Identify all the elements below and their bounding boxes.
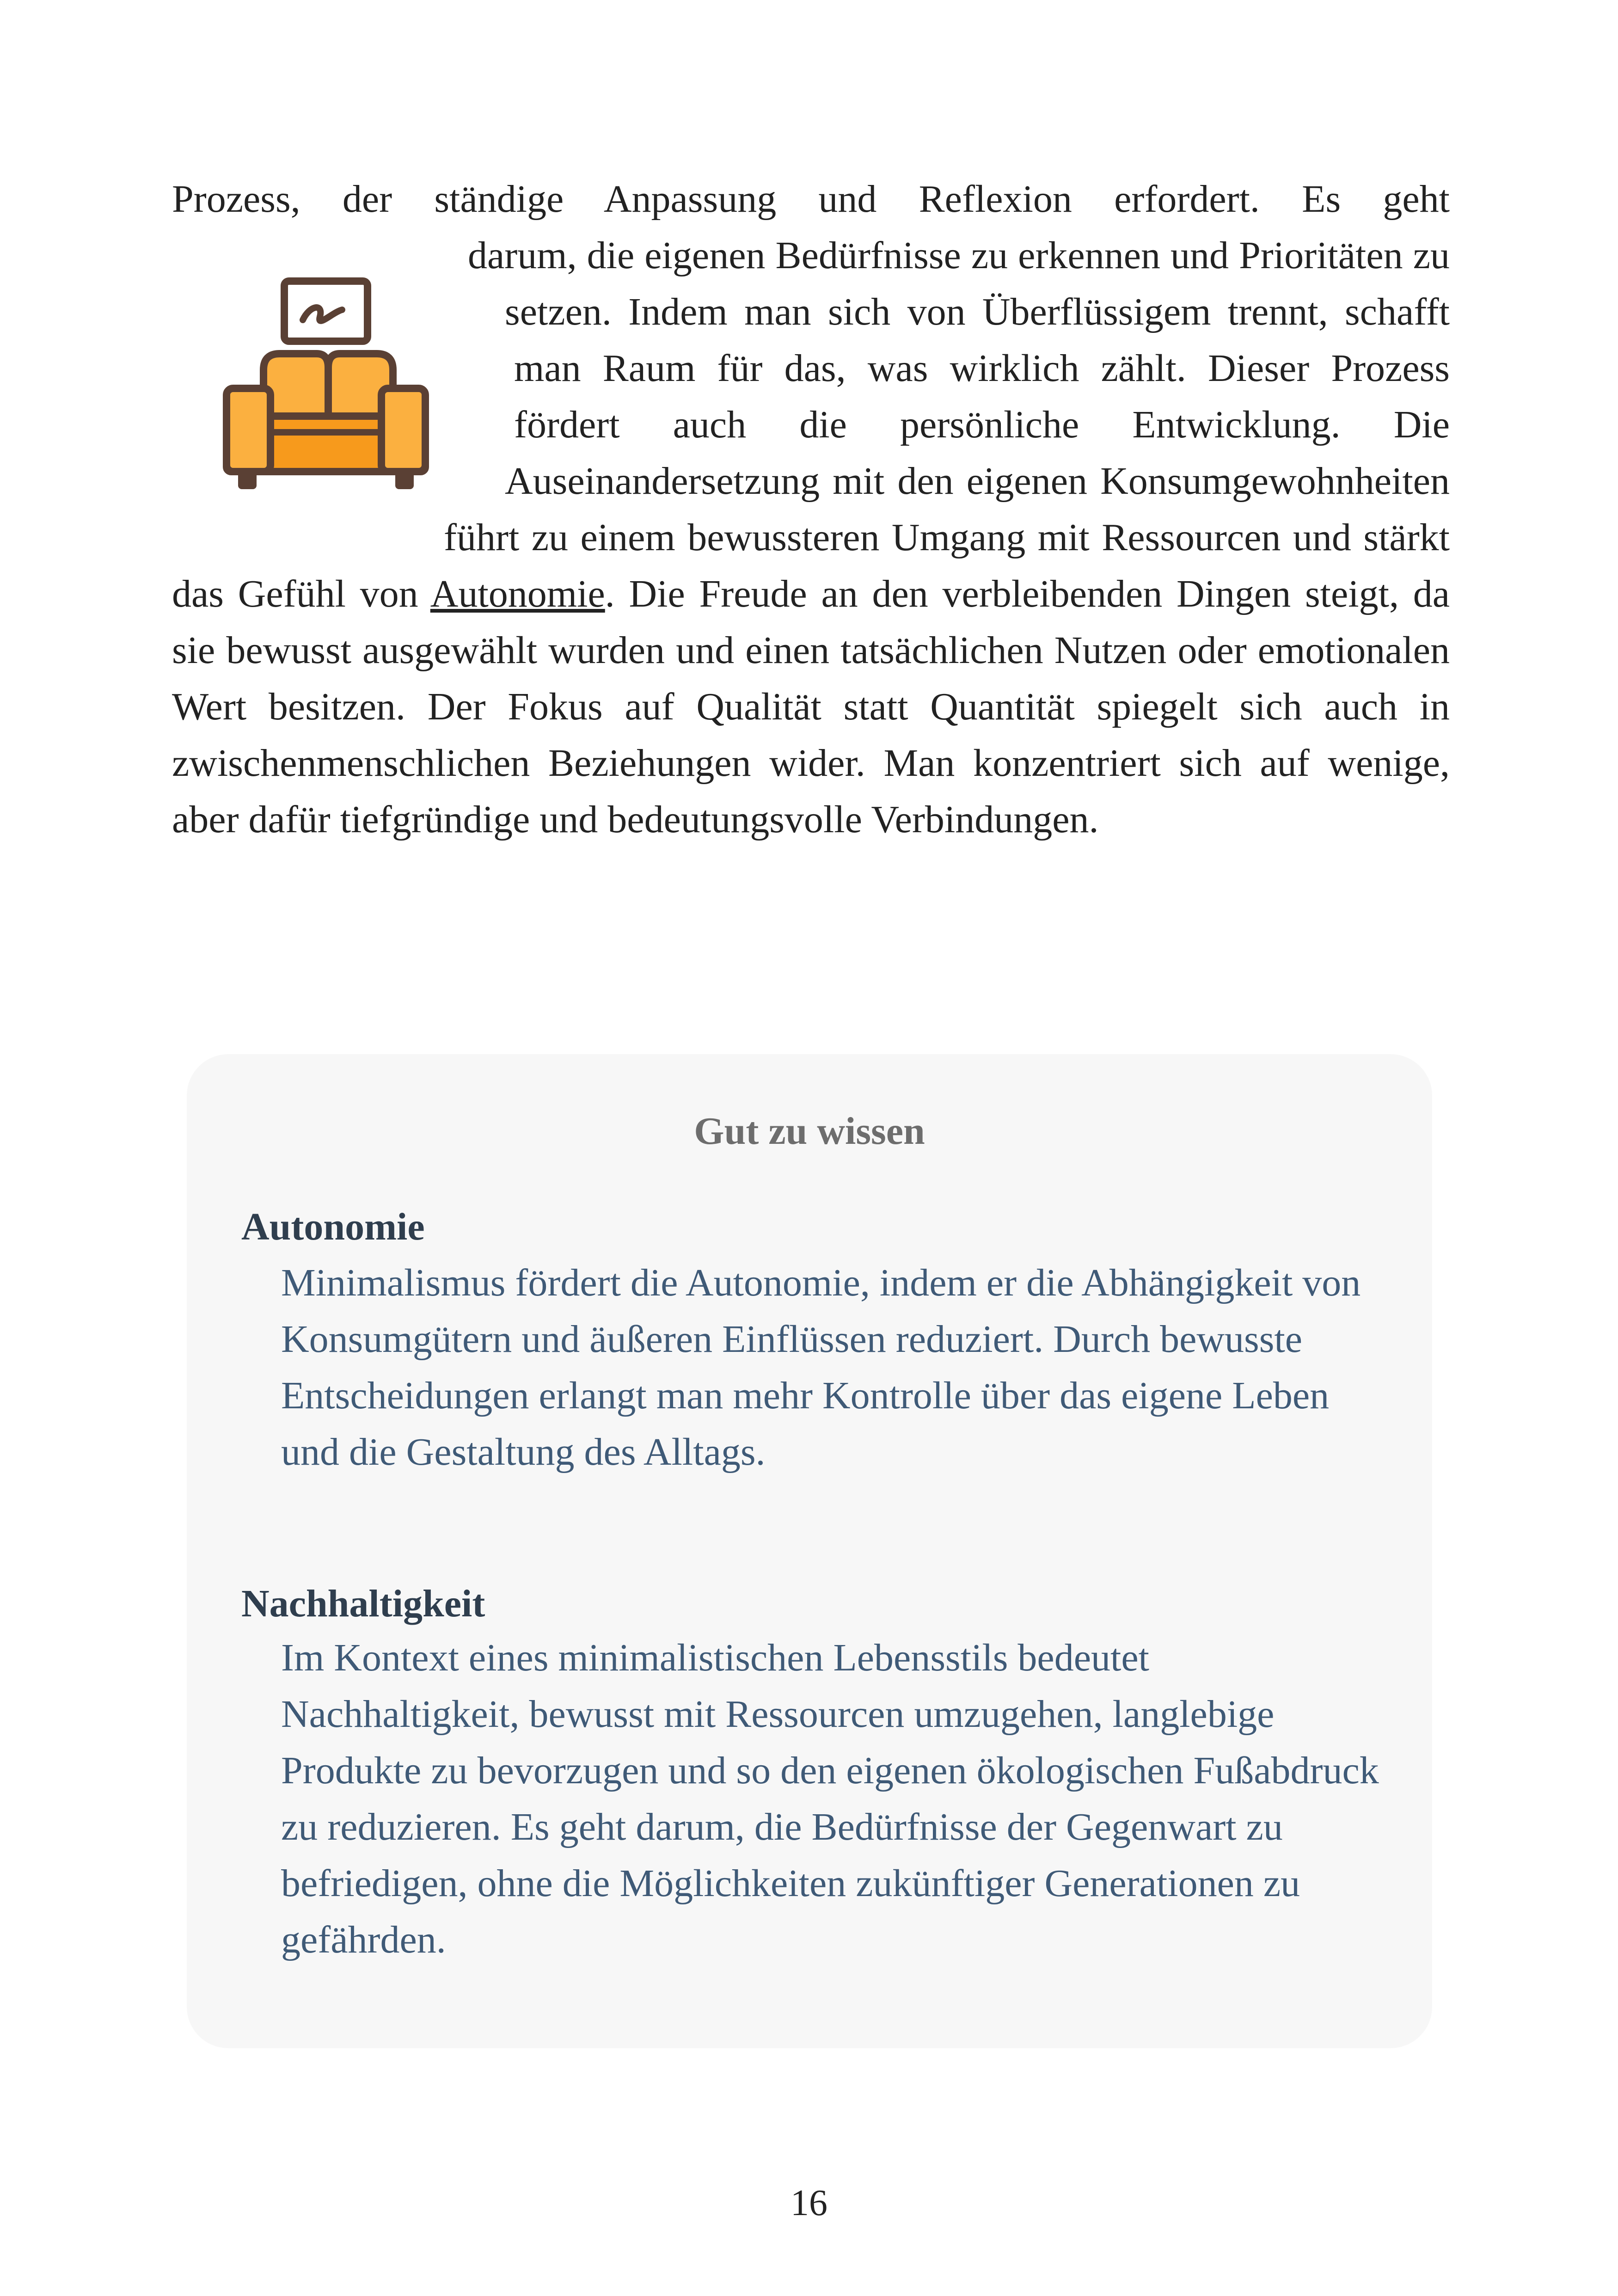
body-text-part-2: darum, die eigenen Bedürfnisse zu erkennen und Prioritäten zu setzen. Indem man sich von Überflüssigem trennt, schafft man Raum für das, was wirklich zählt. Dieser Prozess fördert auch die persönliche Entwicklung. Die Auseinandersetzung mit den eigenen Konsumgewohnheiten führt zu einem bewussteren Umgang mit Ressourcen und stärkt das Gefühl von (172, 234, 1450, 615)
page-number: 16 (791, 2183, 827, 2223)
float-spacer (172, 227, 468, 284)
body-text-part-3: . Die Freude an den verbleibenden Dingen steigt, da sie bewusst ausgewählt wurden und einen tatsächlichen Nutzen oder emotionalen Wert besitzen. Der Fokus auf Qualität statt Quantität spiegelt sich auch in zwischenmenschlichen Beziehungen wider. Man konzentriert sich auf wenige, aber dafür tiefgründige und bedeutungsvolle Verbindungen. (172, 572, 1450, 841)
body-paragraph (172, 171, 1450, 848)
float-spacer (172, 510, 444, 566)
sofa-icon (217, 277, 435, 499)
definition-nachhaltigkeit: Im Kontext eines minimalistischen Lebensstils bedeutet Nachhaltigkeit, bewusst mit Ressourcen umzugehen, langlebige Produkte zu bevorzugen und so den eigenen ökologischen Fußabdruck zu reduzieren. Es geht darum, die Bedürfnisse der Gegenwart zu befriedigen, ohne die Möglichkeiten zukünftiger Generationen zu gefährden. (281, 1636, 1379, 1961)
autonomie-term-link[interactable]: Autonomie (430, 572, 605, 615)
definition-autonomie: Minimalismus fördert die Autonomie, indem er die Abhängigkeit von Konsumgütern und äußeren Einflüssen reduziert. Durch bewusste Entscheidungen erlangt man mehr Kontrolle über das eigene Leben und die Gestaltung des Alltags. (281, 1261, 1361, 1473)
info-box (187, 1054, 1432, 2048)
term-autonomie: Autonomie (241, 1205, 425, 1248)
body-line-1: Prozess, der ständige Anpassung und Reflexion erfordert. Es geht (172, 178, 1450, 221)
term-nachhaltigkeit: Nachhaltigkeit (241, 1582, 485, 1625)
info-box-title: Gut zu wissen (694, 1110, 925, 1153)
